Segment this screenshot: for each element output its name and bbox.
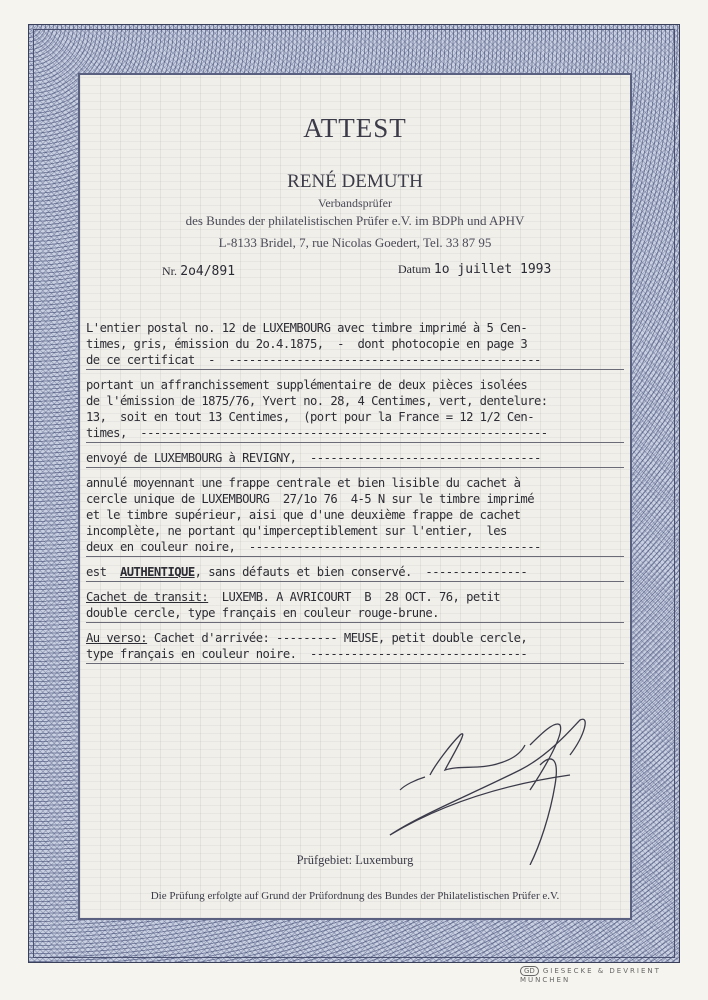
text-line: envoyé de LUXEMBOURG à REVIGNY, ----------------------------------: [86, 451, 541, 465]
number-label: Nr.: [162, 264, 177, 278]
text-line: de ce certificat - ----------------------------------------------: [86, 353, 541, 367]
authentic-suffix: , sans défauts et bien conservé. ---------------: [194, 565, 528, 579]
text-line: [86, 589, 624, 605]
authentic-verdict: AUTHENTIQUE: [119, 565, 195, 579]
text-line: double cercle, type français en couleur rouge-brune.: [86, 606, 439, 620]
date-value: 1o juillet 1993: [433, 262, 552, 277]
text-line: times, gris, émission du 2o.4.1875, - dont photocopie en page 3: [86, 337, 528, 351]
signature: [380, 715, 620, 865]
paragraph-authentic: [86, 564, 624, 582]
examiner-association: des Bundes der philatelistischen Prüfer e.V. im BDPh und APHV: [185, 213, 525, 228]
printer-logo: GD: [520, 966, 539, 976]
text-line: portant un affranchissement supplémentaire de deux pièces isolées: [86, 378, 528, 392]
transit-label: Cachet de transit:: [86, 590, 209, 604]
paragraph-cancellation: [86, 475, 624, 557]
certificate-panel: [78, 73, 632, 920]
certificate-number: [162, 263, 235, 279]
examination-note: Die Prüfung erfolgte auf Grund der Prüfordnung des Bundes der Philatelistischen Prüfer e.V.: [150, 890, 560, 902]
paragraph-verso: [86, 630, 624, 664]
text-line: [86, 630, 624, 646]
verso-text: Cachet d'arrivée: --------- MEUSE, petit double cercle,: [147, 631, 528, 645]
authentic-prefix: est: [86, 565, 120, 579]
text-line: 13, soit en tout 13 Centimes, (port pour la France = 12 1/2 Cen-: [86, 410, 534, 424]
text-line: deux en couleur noire, -------------------------------------------: [86, 540, 541, 554]
paragraph-franking: [86, 377, 624, 443]
text-line: annulé moyennant une frappe centrale et bien lisible du cachet à: [86, 476, 521, 490]
paragraph-route: [86, 450, 624, 468]
date-label: Datum: [398, 262, 431, 276]
printer-imprint: [520, 966, 708, 984]
examiner-role: Verbandsprüfer: [318, 196, 392, 210]
text-line: de l'émission de 1875/76, Yvert no. 28, 4 Centimes, vert, dentelure:: [86, 394, 548, 408]
text-line: [86, 564, 624, 580]
text-line: times, ------------------------------------------------------------: [86, 426, 548, 440]
text-line: L'entier postal no. 12 de LUXEMBOURG avec timbre imprimé à 5 Cen-: [86, 321, 528, 335]
certificate-date: [398, 261, 551, 277]
text-line: type français en couleur noire. --------------------------------: [86, 647, 528, 661]
text-line: cercle unique de LUXEMBOURG 27/1o 76 4-5 N sur le timbre imprimé: [86, 492, 534, 506]
examination-territory: Prüfgebiet: Luxemburg: [296, 853, 414, 867]
text-line: et le timbre supérieur, aisi que d'une deuxième frappe de cachet: [86, 508, 521, 522]
examiner-name: RENÉ DEMUTH: [287, 171, 423, 192]
number-value: 2o4/891: [180, 264, 236, 279]
text-line: incomplète, ne portant qu'imperceptiblement sur l'entier, les: [86, 524, 507, 538]
certificate-body: [86, 320, 624, 671]
examiner-address: L-8133 Bridel, 7, rue Nicolas Goedert, Tel. 33 87 95: [218, 235, 492, 250]
paragraph-transit: [86, 589, 624, 623]
verso-label: Au verso:: [86, 631, 148, 645]
transit-text: LUXEMB. A AVRICOURT B 28 OCT. 76, petit: [208, 590, 501, 604]
certificate-title: ATTEST: [303, 113, 407, 143]
printer-name: GIESECKE & DEVRIENT MÜNCHEN: [520, 967, 661, 984]
paragraph-item: [86, 320, 624, 370]
